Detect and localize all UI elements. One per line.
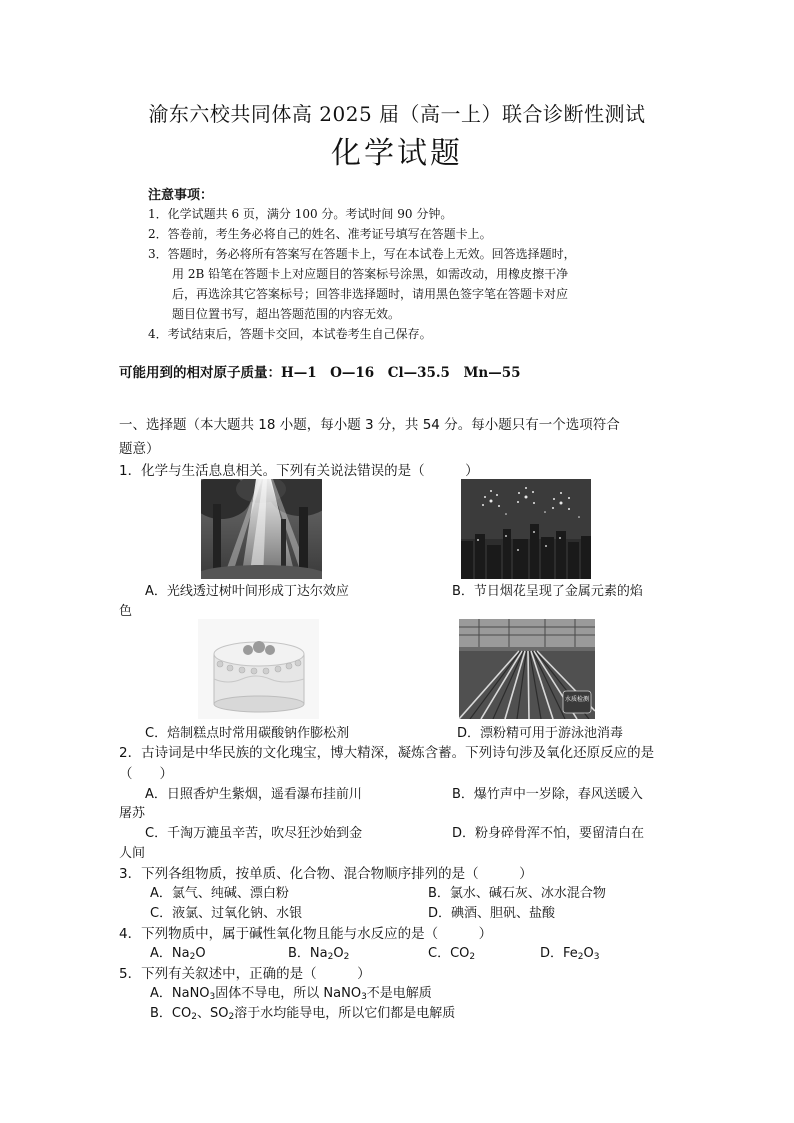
forest-light-image — [201, 479, 322, 579]
question-2-option-c: C．千淘万漉虽辛苦，吹尽狂沙始到金 — [145, 826, 363, 841]
atomic-mass-line: 可能用到的相对原子质量：H—1 O—16 Cl—35.5 Mn—55 — [119, 365, 521, 381]
question-2-paren: （ ） — [119, 766, 173, 782]
question-5-stem: 5．下列有关叙述中，正确的是（ ） — [119, 966, 371, 982]
question-2-stem: 2．古诗词是中华民族的文化瑰宝，博大精深，凝炼含蓄。下列诗句涉及氧化还原反应的是 — [119, 745, 655, 761]
question-3-stem: 3．下列各组物质，按单质、化合物、混合物顺序排列的是（ ） — [119, 866, 533, 882]
question-1-option-b: B．节日烟花呈现了金属元素的焰 — [452, 584, 643, 599]
question-3-option-d: D．碘酒、胆矾、盐酸 — [428, 906, 556, 921]
question-1-option-c: C．焙制糕点时常用碳酸钠作膨松剂 — [145, 726, 350, 741]
pool-sign-text: 水质检测 — [564, 696, 590, 703]
cake-image — [198, 619, 319, 719]
notice-heading: 注意事项： — [148, 188, 214, 203]
subject-title: 化学试题 — [331, 136, 463, 171]
question-1-option-a: A．光线透过树叶间形成丁达尔效应 — [145, 584, 349, 599]
question-1-option-b-cont: 色 — [119, 604, 133, 619]
swimming-pool-image — [459, 619, 595, 719]
notice-item-3: 3．答题时，务必将所有答案写在答题卡上，写在本试卷上无效。回答选择题时， — [148, 247, 576, 261]
question-4-option-c: C．$CO_2$ — [428, 946, 476, 962]
section-heading-cont: 题意） — [119, 441, 160, 457]
question-4-option-b: B．$Na_2O_2$ — [288, 946, 350, 962]
notice-item-1: 1．化学试题共 6 页，满分 100 分。考试时间 90 分钟。 — [148, 207, 453, 221]
question-1-stem: 1．化学与生活息息相关。下列有关说法错误的是（ ） — [119, 463, 479, 479]
question-3-option-a: A．氯气、纯碱、漂白粉 — [150, 886, 289, 901]
question-4-option-a: A．$Na_2O$ — [150, 946, 206, 962]
question-2-option-d: D．粉身碎骨浑不怕，要留清白在 — [452, 826, 645, 841]
question-2-option-b: B．爆竹声中一岁除，春风送暖入 — [452, 787, 643, 802]
question-4-stem: 4．下列物质中，属于碱性氧化物且能与水反应的是（ ） — [119, 926, 493, 942]
fireworks-image — [461, 479, 591, 579]
notice-item-3-line2: 用 2B 铅笔在答题卡上对应题目的答案标号涂黑，如需改动，用橡皮擦干净 — [172, 267, 569, 281]
question-1-option-d: D．漂粉精可用于游泳池消毒 — [457, 726, 624, 741]
question-3-option-b: B．氯水、碱石灰、冰水混合物 — [428, 886, 606, 901]
question-5-option-a: A．NaNO$_3$固体不导电，所以 NaNO$_3$不是电解质 — [150, 986, 432, 1002]
notice-item-4: 4．考试结束后，答题卡交回，本试卷考生自己保存。 — [148, 327, 432, 341]
exam-title: 渝东六校共同体高 2025 届（高一上）联合诊断性测试 — [148, 102, 646, 126]
section-heading: 一、选择题（本大题共 18 小题，每小题 3 分，共 54 分。每小题只有一个选项符合 — [119, 417, 620, 433]
question-4-option-d: D．$Fe_2O_3$ — [540, 946, 600, 962]
question-2-option-a: A．日照香炉生紫烟，遥看瀑布挂前川 — [145, 787, 362, 802]
question-3-option-c: C．液氯、过氧化钠、水银 — [150, 906, 303, 921]
question-2-option-d-cont: 人间 — [119, 846, 146, 861]
notice-item-3-line3: 后，再选涂其它答案标号；回答非选择题时，请用黑色签字笔在答题卡对应 — [172, 287, 569, 301]
notice-item-3-line4: 题目位置书写，超出答题范围的内容无效。 — [172, 307, 401, 321]
question-2-option-b-cont: 屠苏 — [119, 806, 146, 821]
question-5-option-b: B．$CO_2$、$SO_2$溶于水均能导电，所以它们都是电解质 — [150, 1006, 456, 1022]
notice-item-2: 2．答卷前，考生务必将自己的姓名、准考证号填写在答题卡上。 — [148, 227, 492, 241]
